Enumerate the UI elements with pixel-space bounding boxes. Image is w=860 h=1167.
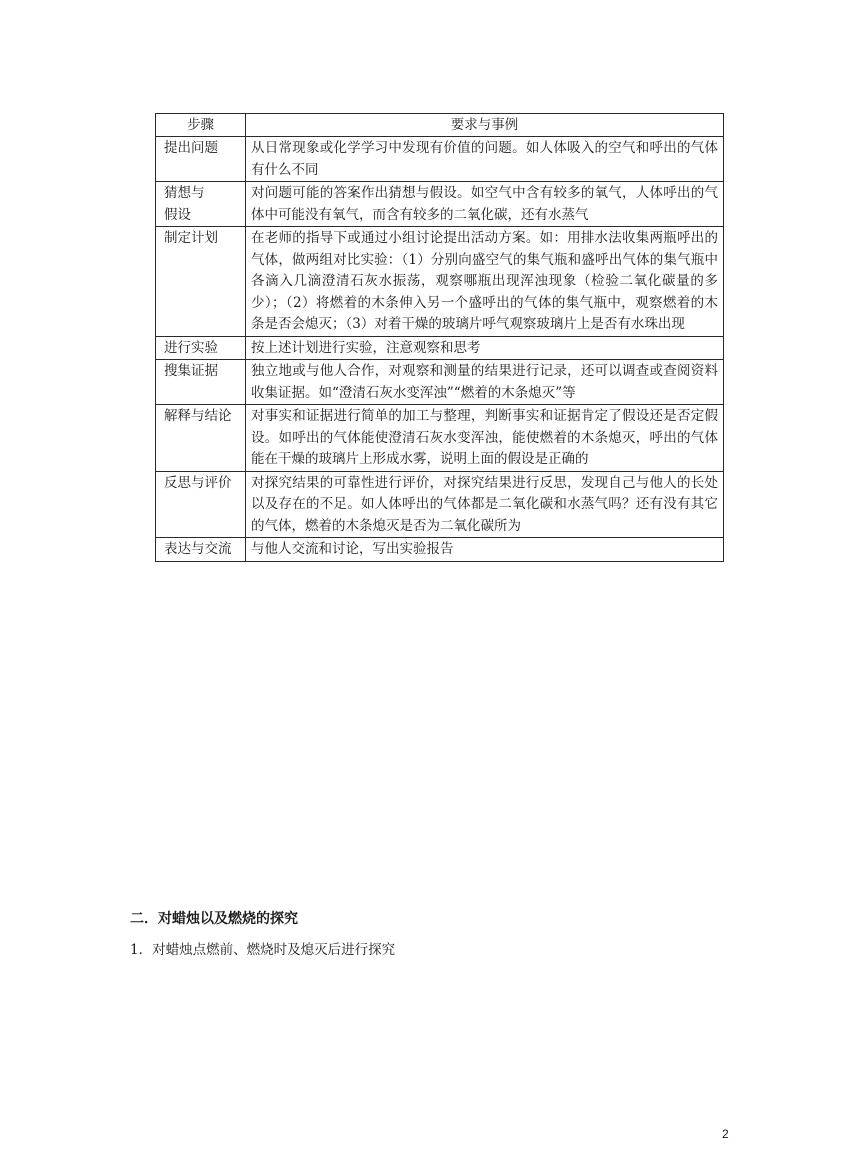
table-row	[156, 182, 724, 227]
section-subheading: 1．对蜡烛点燃前、燃烧时及熄灭后进行探究	[130, 942, 396, 958]
table-row	[156, 538, 724, 562]
table-row	[156, 227, 724, 337]
header-step: 步骤	[156, 114, 246, 137]
detail-cell: 对事实和证据进行简单的加工与整理，判断事实和证据肯定了假设还是否定假设。如呼出的气体能使澄清石灰水变浑浊，能使燃着的木条熄灭，呼出的气体能在干燥的玻璃片上形成水雾，说明上面的假设是正确的	[246, 405, 724, 472]
inquiry-steps-table	[155, 113, 724, 562]
step-cell: 猜想与 假设	[156, 182, 246, 227]
detail-cell: 按上述计划进行实验，注意观察和思考	[246, 336, 724, 360]
table-row	[156, 336, 724, 360]
step-cell: 反思与评价	[156, 471, 246, 538]
detail-cell: 对问题可能的答案作出猜想与假设。如空气中含有较多的氧气，人体呼出的气体中可能没有氧气，而含有较多的二氧化碳，还有水蒸气	[246, 182, 724, 227]
section-heading: 二．对蜡烛以及燃烧的探究	[130, 911, 298, 927]
step-cell: 搜集证据	[156, 360, 246, 405]
step-cell: 制定计划	[156, 227, 246, 337]
header-detail: 要求与事例	[246, 114, 724, 137]
page-number: 2	[722, 1127, 729, 1141]
detail-cell: 从日常现象或化学学习中发现有价值的问题。如人体吸入的空气和呼出的气体有什么不同	[246, 137, 724, 182]
table-row	[156, 360, 724, 405]
step-cell: 解释与结论	[156, 405, 246, 472]
detail-cell: 对探究结果的可靠性进行评价，对探究结果进行反思，发现自己与他人的长处以及存在的不足。如人体呼出的气体都是二氧化碳和水蒸气吗？还有没有其它的气体，燃着的木条熄灭是否为二氧化碳所为	[246, 471, 724, 538]
detail-cell: 在老师的指导下或通过小组讨论提出活动方案。如：用排水法收集两瓶呼出的气体，做两组对比实验：（1）分别向盛空气的集气瓶和盛呼出气体的集气瓶中各滴入几滴澄清石灰水振荡，观察哪瓶出现浑浊现象（检验二氧化碳量的多少）；（2）将燃着的木条伸入另一个盛呼出的气体的集气瓶中，观察燃着的木条是否会熄灭；（3）对着干燥的玻璃片呼气观察玻璃片上是否有水珠出现	[246, 227, 724, 337]
step-cell: 进行实验	[156, 336, 246, 360]
detail-cell: 与他人交流和讨论，写出实验报告	[246, 538, 724, 562]
table-row	[156, 137, 724, 182]
table-row	[156, 405, 724, 472]
detail-cell: 独立地或与他人合作，对观察和测量的结果进行记录，还可以调查或查阅资料收集证据。如“澄清石灰水变浑浊”“燃着的木条熄灭”等	[246, 360, 724, 405]
table-row	[156, 471, 724, 538]
table-header-row	[156, 114, 724, 137]
step-cell: 表达与交流	[156, 538, 246, 562]
step-cell: 提出问题	[156, 137, 246, 182]
